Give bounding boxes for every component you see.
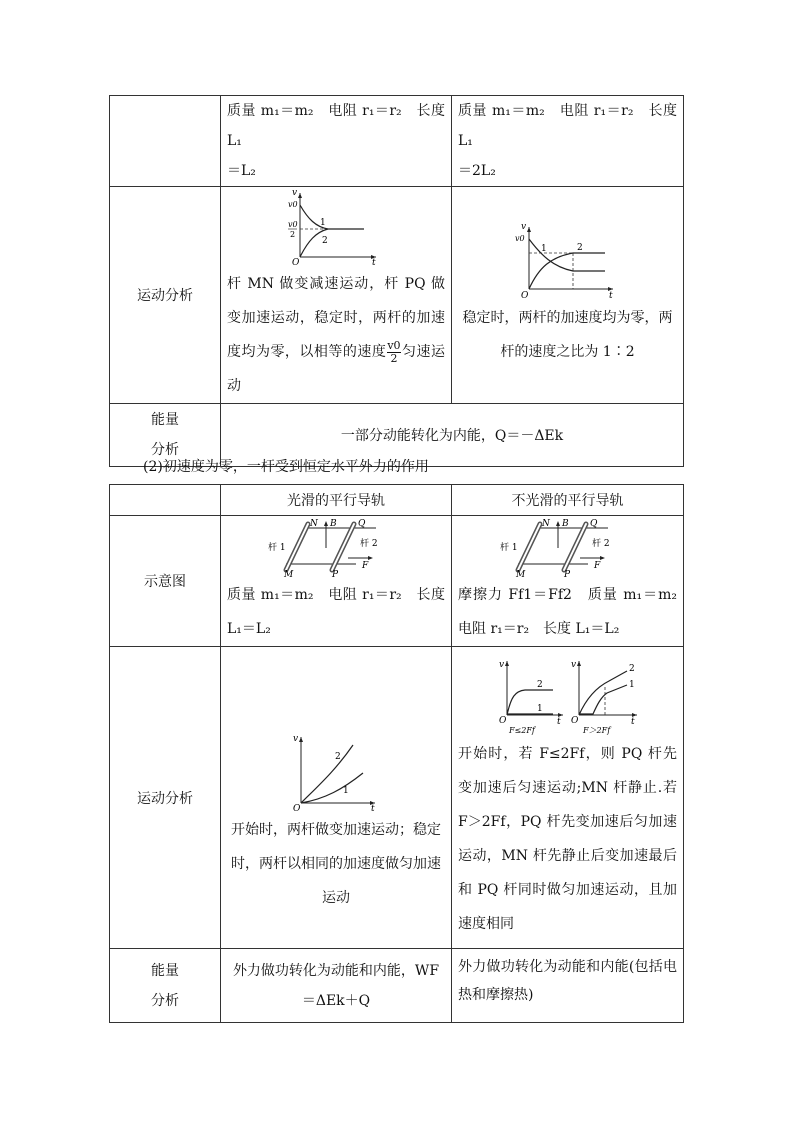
table2-diagram-col2 [221, 516, 452, 647]
table2-energy-col2-text: 外力做功转化为动能和内能，WF＝ΔEk＋Q [232, 962, 440, 1009]
rail-label-f: F [593, 561, 600, 571]
rail-label-n: N [310, 519, 318, 529]
table1-energy-label-line1: 能量 [151, 412, 179, 428]
graph-c-v-axis-label: v [570, 659, 576, 670]
graph2-v-axis-label: v [520, 222, 526, 232]
graph-a-curve1-label: 1 [343, 785, 349, 796]
table2-diagram-label [110, 516, 221, 647]
table2-energy-label [110, 949, 221, 1023]
table1-motion-label [110, 187, 221, 404]
table2-energy-label-line1: 能量 [151, 962, 179, 979]
rail-label-p: P [332, 570, 339, 578]
table1-motion-col2 [221, 187, 452, 404]
table1-motion-col2-text-a: 杆 MN 做变减速运动，杆 PQ 做变加速运动，稳定时，两杆的加速度均为零，以相等的速度 [227, 276, 445, 360]
rail-label-n: N [541, 519, 550, 529]
rail-label-rod1: 杆 1 [268, 543, 286, 553]
table-equal-length-comparison [109, 95, 684, 467]
graph-c-curve2-label: 2 [628, 663, 635, 674]
graph-b-condition: F≤2Ff [508, 725, 535, 735]
rail-diagram-rough [498, 516, 638, 578]
rail-label-m: M [515, 570, 525, 578]
rail-diagram-smooth [266, 516, 406, 578]
table2-motion-col3-text: 开始时，若 F≤2Ff，则 PQ 杆先变加速后匀速运动;MN 杆静止.若 F＞2Ff，PQ 杆先变加速后匀加速运动，MN 杆先静止后变加速最后和 PQ 杆同时做匀加速运动，且加速度相同 [458, 745, 677, 932]
table1-header-col2-line2: ＝L₂ [227, 163, 256, 179]
table1-header-col3 [452, 96, 684, 187]
rail-label-m: M [284, 570, 294, 578]
table2-motion-label [110, 647, 221, 949]
graph2-curve2-label: 2 [576, 243, 583, 253]
rail-label-b: B [330, 519, 337, 529]
table2-header-col2: 光滑的平行导轨 [221, 485, 452, 516]
table1-motion-col3 [452, 187, 684, 404]
graph-a-v-axis-label: v [293, 733, 299, 744]
graph-c-t-axis-label: t [630, 716, 635, 727]
table1-motion-col3-text: 稳定时，两杆的加速度均为零，两杆的速度之比为 1∶2 [462, 310, 673, 360]
graph1-v-axis-label: v [292, 188, 298, 198]
graph1-origin: O [292, 258, 300, 267]
table2-diagram-label-text: 示意图 [144, 574, 186, 590]
table1-motion-label-text: 运动分析 [137, 288, 193, 304]
table2-diagram-col3 [452, 516, 691, 647]
rail-label-q: Q [589, 519, 597, 529]
table1-motion-col2-text-b: 匀速运动 [227, 344, 445, 394]
graph-a-origin: O [293, 803, 301, 813]
table2-energy-col3 [452, 949, 684, 1023]
frac-numerator: v0 [387, 338, 401, 352]
table2-diagram-col3-text: 摩擦力 Ff1＝Ff2 质量 m₁＝m₂ 电阻 r₁＝r₂ 长度 L₁＝L₂ [458, 587, 691, 637]
graph1-t-axis-label: t [372, 258, 376, 267]
table2-motion-col2 [221, 647, 452, 949]
table1-header-col2-line1: 质量 m₁＝m₂ 电阻 r₁＝r₂ 长度 L₁ [227, 103, 445, 149]
vt-graph-equal [286, 187, 386, 267]
graph-a-t-axis-label: t [371, 803, 375, 813]
graph1-v0-label: v0 [288, 200, 298, 209]
table2-diagram-col2-text: 质量 m₁＝m₂ 电阻 r₁＝r₂ 长度 L₁＝L₂ [227, 587, 445, 637]
graph1-half-den: 2 [290, 230, 296, 239]
table2-energy-label-line2: 分析 [151, 992, 179, 1009]
rail-label-f: F [362, 561, 369, 571]
graph1-curve1-label: 1 [320, 218, 326, 228]
frac-denominator: 2 [390, 351, 398, 365]
graph-c-condition: F＞2Ff [582, 725, 610, 735]
table1-header-empty [110, 96, 221, 187]
table2-energy-col2 [221, 949, 452, 1023]
rail-label-q: Q [358, 519, 366, 529]
rail-label-p: P [563, 570, 570, 578]
rail-label-b: B [561, 519, 569, 529]
graph1-half-num: v0 [288, 220, 298, 229]
table2-energy-col3-text: 外力做功转化为动能和内能(包括电热和摩擦热) [458, 959, 677, 1003]
table1-motion-col2-text [221, 267, 451, 403]
table1-energy-text: 一部分动能转化为内能，Q＝－ΔEk [221, 404, 684, 467]
graph-b-curve2-label: 2 [536, 679, 543, 690]
table2-motion-col2-text: 开始时，两杆做变加速运动；稳定时，两杆以相同的加速度做匀加速运动 [231, 821, 441, 906]
vt-graph-rough-small-force [495, 657, 567, 737]
graph2-v0-label: v0 [514, 234, 525, 243]
table2-motion-col3 [452, 647, 684, 949]
table2-motion-label-text: 运动分析 [137, 790, 193, 807]
graph-b-curve1-label: 1 [536, 703, 543, 714]
graph2-t-axis-label: t [608, 291, 613, 301]
vt-graph-rough-large-force [569, 657, 641, 737]
table2-header-col3: 不光滑的平行导轨 [452, 485, 684, 516]
rail-label-rod2: 杆 2 [360, 539, 378, 549]
table2-header-empty [110, 485, 221, 516]
table1-header-col2 [221, 96, 452, 187]
graph-b-t-axis-label: t [556, 716, 561, 727]
graph-a-curve2-label: 2 [335, 751, 341, 762]
graph1-curve2-label: 2 [322, 236, 328, 246]
graph-c-curve1-label: 1 [628, 679, 635, 690]
section-caption: (2)初速度为零，一杆受到恒定水平外力的作用 [143, 459, 429, 475]
graph-b-v-axis-label: v [498, 659, 504, 670]
rail-label-rod2: 杆 2 [591, 539, 610, 549]
vt-graph-smooth-rails [291, 731, 381, 813]
table-constant-force-comparison [109, 484, 691, 1023]
rail-label-rod1: 杆 1 [499, 543, 518, 553]
graph-c-origin: O [570, 715, 578, 726]
v0-half-fraction [387, 340, 400, 365]
graph2-origin: O [520, 291, 528, 301]
vt-graph-double-length [513, 221, 623, 301]
table1-energy-label-line2: 分析 [151, 442, 179, 458]
table1-header-col3-line1: 质量 m₁＝m₂ 电阻 r₁＝r₂ 长度 L₁ [458, 103, 677, 149]
graph-b-origin: O [498, 715, 506, 726]
table1-header-col3-line2: ＝2L₂ [458, 163, 496, 179]
graph2-curve1-label: 1 [540, 244, 547, 254]
